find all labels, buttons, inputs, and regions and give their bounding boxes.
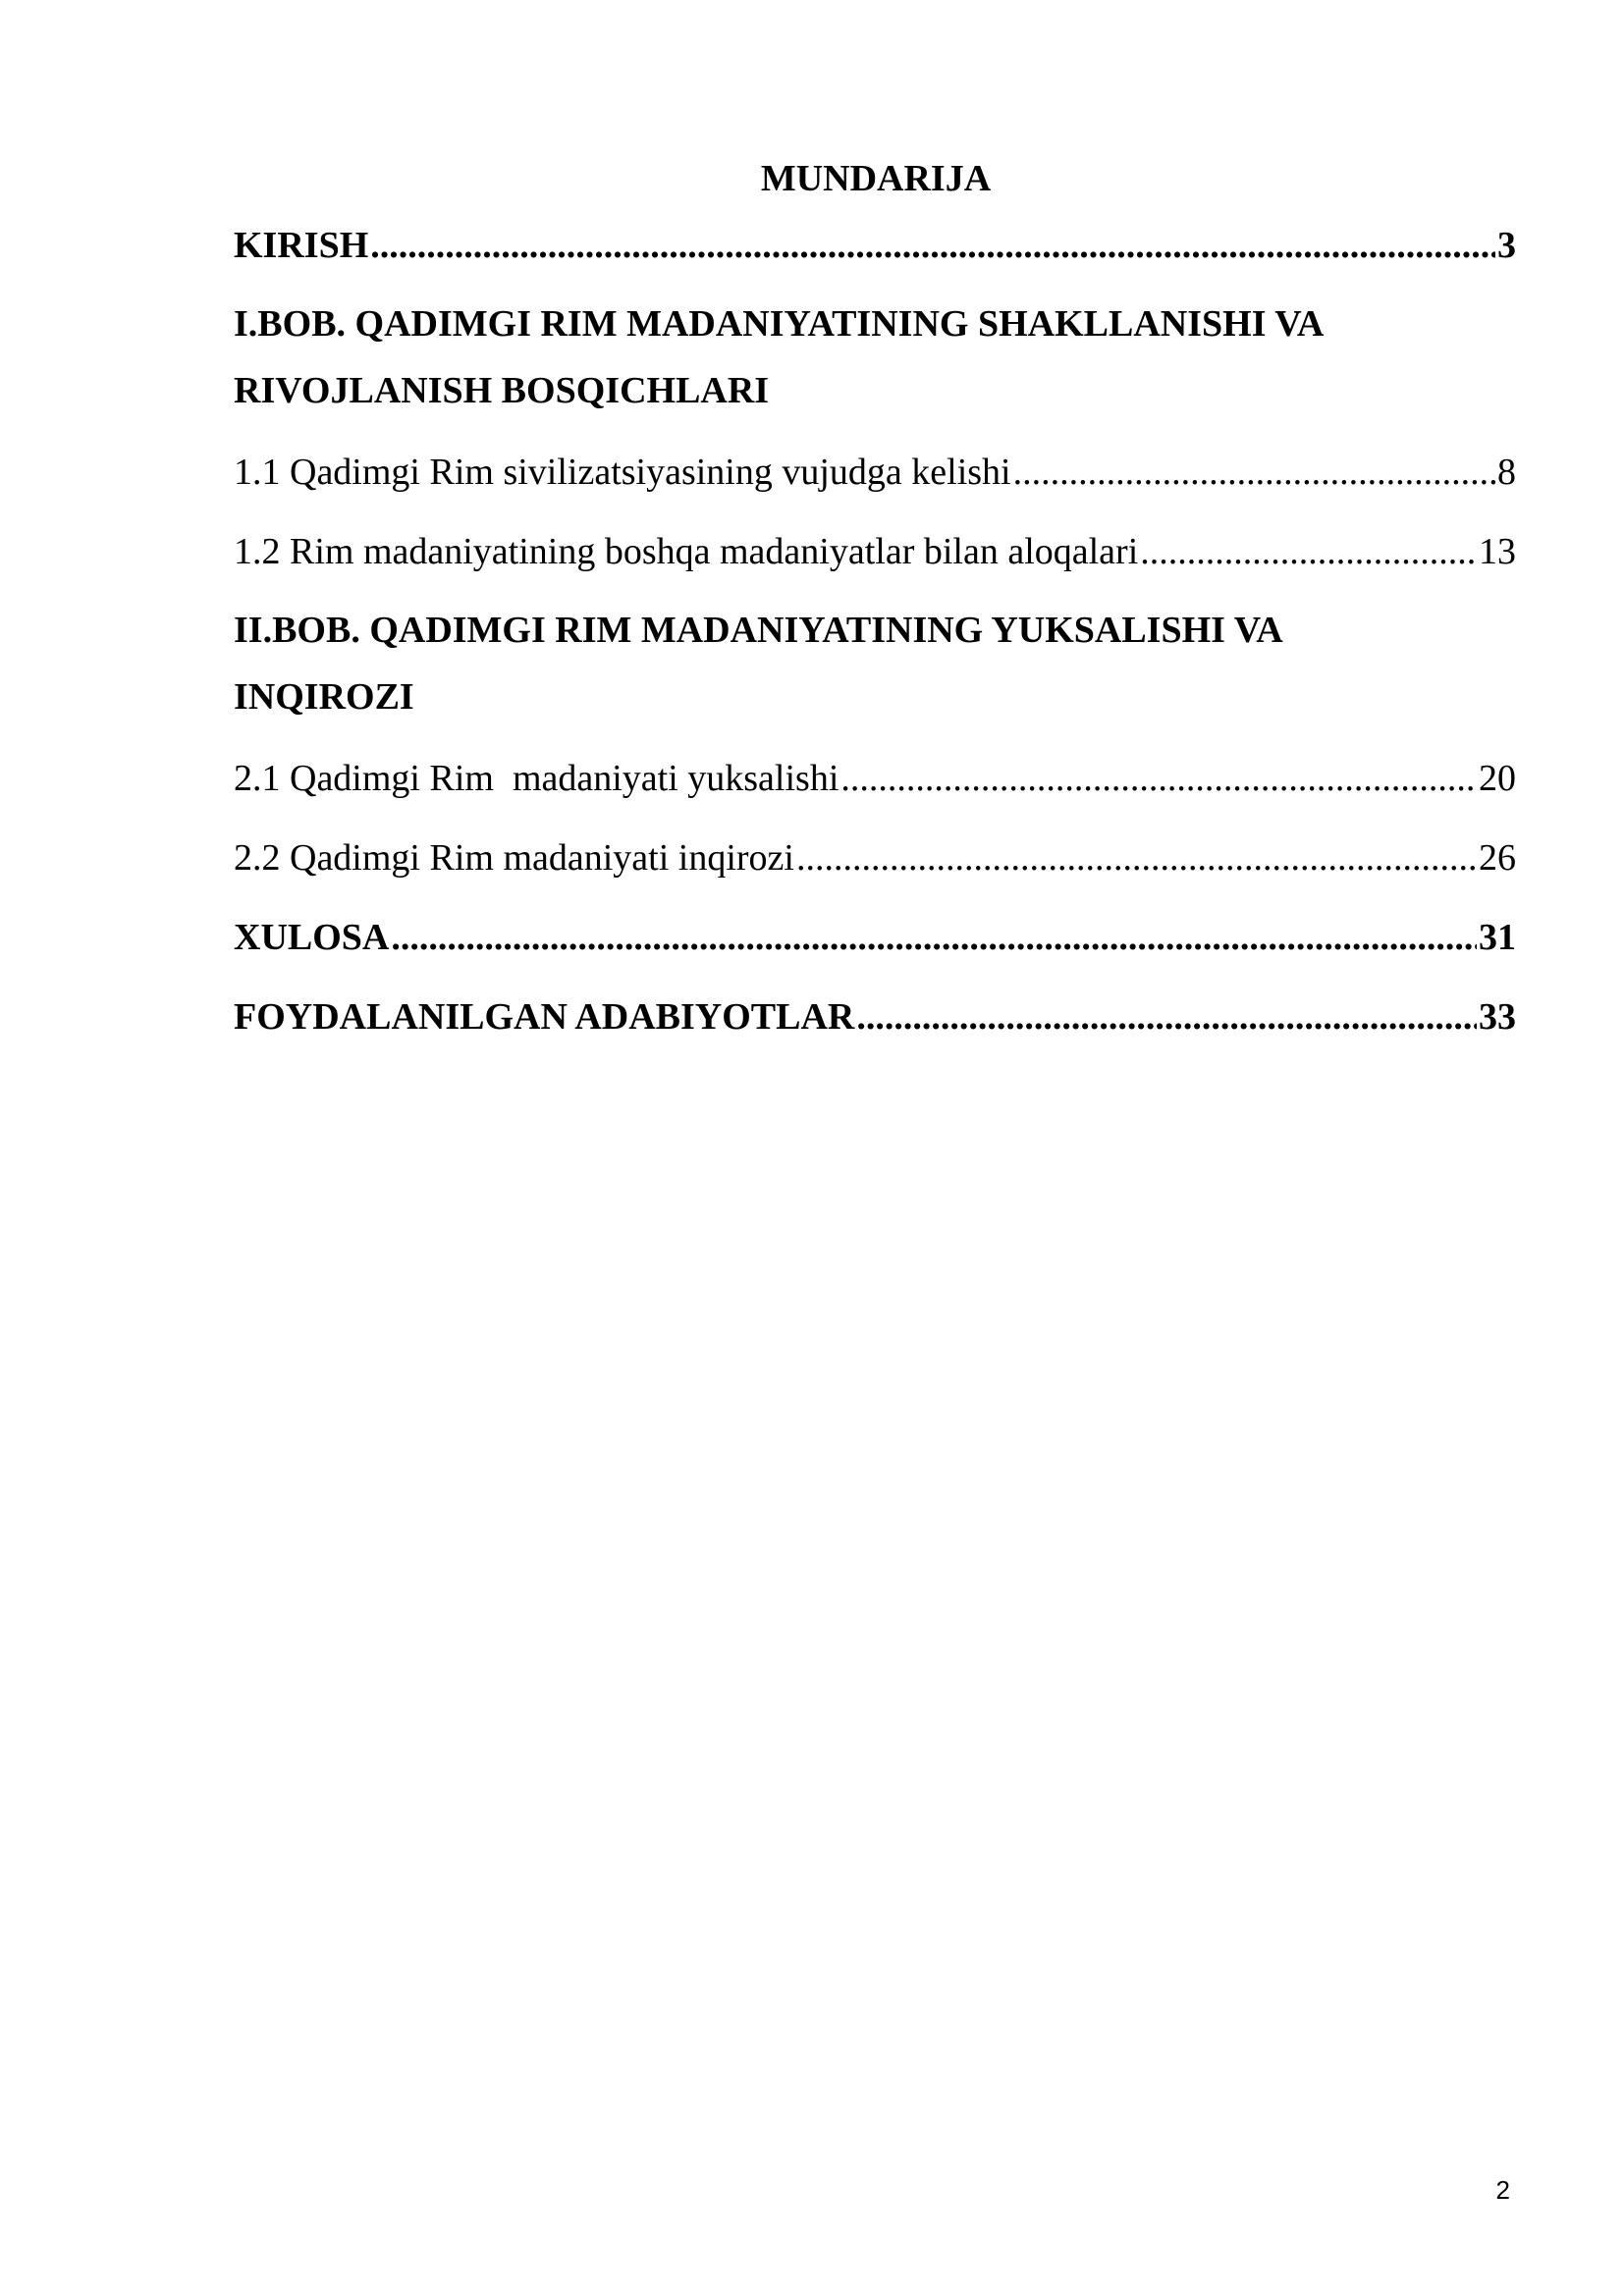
- toc-entry-page: 13: [1479, 531, 1516, 572]
- toc-entry-label: 2.2 Qadimgi Rim madaniyati inqirozi: [234, 837, 794, 879]
- toc-entry-2-1[interactable]: [234, 753, 1516, 804]
- page-title: MUNDARIJA: [760, 158, 992, 199]
- toc-chapter-1[interactable]: [234, 291, 1516, 424]
- dot-leader: [840, 753, 1477, 804]
- toc-entry-1-2[interactable]: [234, 526, 1516, 577]
- toc-entry-label: KIRISH: [234, 225, 369, 266]
- toc-entry-label: 2.1 Qadimgi Rim madaniyati yuksalishi: [234, 758, 839, 799]
- toc-entry-page: 8: [1497, 452, 1516, 493]
- toc-entry-adabiyotlar[interactable]: [234, 991, 1516, 1042]
- dot-leader: [1140, 526, 1477, 577]
- toc-entry-page: 26: [1479, 837, 1516, 879]
- dot-leader: [391, 912, 1477, 963]
- toc-entry-xulosa[interactable]: [234, 912, 1516, 963]
- dot-leader: [796, 832, 1477, 883]
- toc-entry-page: 20: [1479, 758, 1516, 799]
- chapter-title-line: I.BOB. QADIMGI RIM MADANIYATINING SHAKLLANISHI VA: [234, 303, 1325, 345]
- toc-entry-page: 31: [1479, 917, 1516, 958]
- dot-leader: [1013, 447, 1495, 498]
- chapter-title-line: II.BOB. QADIMGI RIM MADANIYATINING YUKSALISHI VA: [234, 610, 1283, 651]
- page-number: 2: [1495, 2175, 1510, 2205]
- toc-entry-page: 33: [1479, 996, 1516, 1038]
- toc-entry-label: FOYDALANILGAN ADABIYOTLAR: [234, 996, 855, 1038]
- toc-entry-1-1[interactable]: [234, 447, 1516, 498]
- toc-entry-label: 1.2 Rim madaniyatining boshqa madaniyatlar bilan aloqalari: [234, 531, 1139, 572]
- chapter-title-line: RIVOJLANISH BOSQICHLARI: [234, 370, 770, 411]
- dot-leader: [856, 991, 1477, 1042]
- toc-entry-2-2[interactable]: [234, 832, 1516, 883]
- dot-leader: [370, 220, 1495, 271]
- toc-entry-kirish[interactable]: [234, 220, 1516, 271]
- chapter-title-line: INQIROZI: [234, 676, 414, 718]
- toc-entry-label: 1.1 Qadimgi Rim sivilizatsiyasining vujudga kelishi: [234, 452, 1011, 493]
- toc-entry-page: 3: [1497, 225, 1516, 266]
- toc-chapter-2[interactable]: [234, 597, 1516, 730]
- toc-entry-label: XULOSA: [234, 917, 390, 958]
